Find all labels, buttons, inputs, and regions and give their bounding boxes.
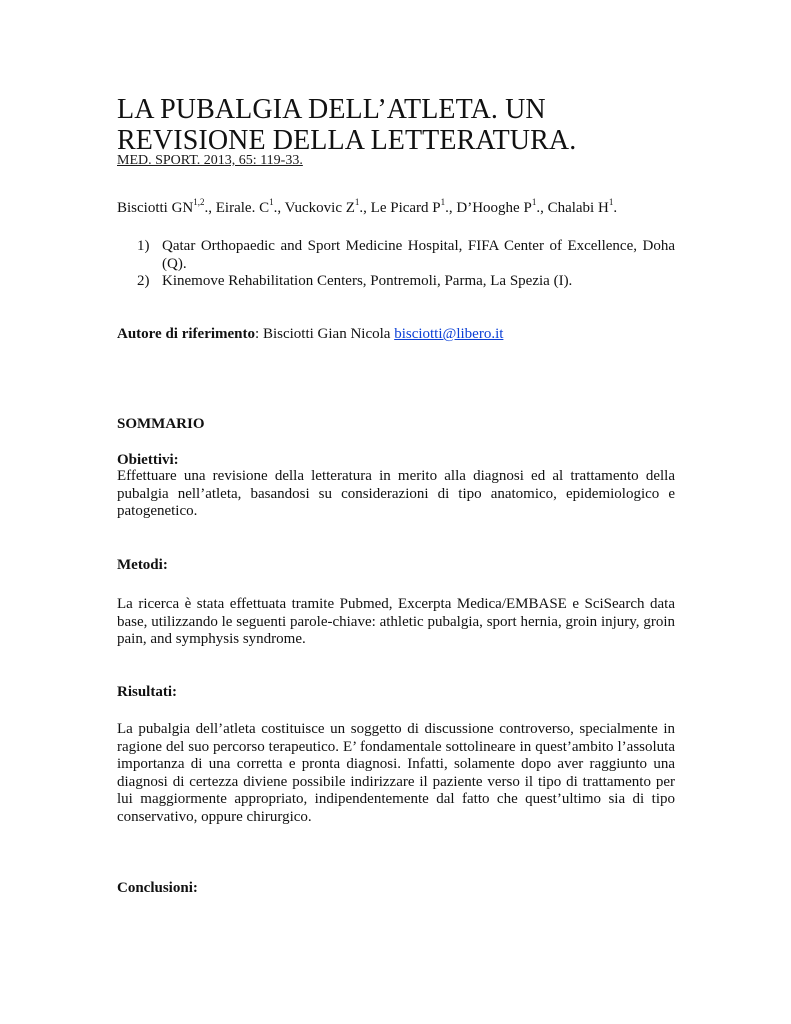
corresponding-author-name: Bisciotti Gian Nicola (262, 326, 395, 342)
author-name: Chalabi H (547, 200, 609, 216)
affiliation-text: Kinemove Rehabilitation Centers, Pontremoli, Parma, La Spezia (I). (162, 273, 573, 289)
conclusions-heading: Conclusioni: (117, 880, 198, 896)
author-name: D’Hooghe P (456, 200, 532, 216)
affiliation-text: Qatar Orthopaedic and Sport Medicine Hospital, FIFA Center of Excellence, Doha (Q). (162, 238, 675, 272)
author-separator: ., (536, 200, 548, 216)
author-separator: . (613, 200, 618, 216)
affiliation-number: 2) (137, 273, 150, 289)
corresponding-author-label: Autore di riferimento (117, 326, 256, 342)
author-separator: ., (359, 200, 371, 216)
author-name: Bisciotti GN (117, 200, 194, 216)
author-affiliation-mark: 1 (269, 197, 274, 207)
affiliation-item (137, 238, 675, 273)
author-name: Le Picard P (370, 200, 441, 216)
author-affiliation-mark: 1 (608, 197, 614, 207)
objectives-text: Effettuare una revisione della letteratura in merito alla diagnosi ed al trattamento della pubalgia nell’atleta, basandosi su considerazioni di tipo anatomico, epidemiologico e patogenetico. (117, 468, 675, 519)
methods-text: La ricerca è stata effettuata tramite Pubmed, Excerpta Medica/EMBASE e SciSearch data base, utilizzando le seguenti parole-chiave: athletic pubalgia, sport hernia, groin injury, groin pain, and symphysis syndrome. (117, 596, 675, 647)
author-list (117, 199, 617, 217)
affiliation-number: 1) (137, 238, 150, 254)
objectives-heading: Obiettivi: (117, 452, 179, 468)
author-separator: ., (445, 200, 457, 216)
methods-heading: Metodi: (117, 557, 168, 573)
results-heading: Risultati: (117, 684, 177, 700)
journal-citation: MED. SPORT. 2013, 65: 119-33. (117, 153, 303, 168)
corresponding-author-separator: : (255, 326, 263, 342)
author-separator: ., (204, 200, 216, 216)
results-text: La pubalgia dell’atleta costituisce un soggetto di discussione controverso, specialmente in ragione del suo percorso terapeutico. E’ fondamentale sottolineare in quest’ambito l’assoluta importanza di una corretta e pronta diagnosi. Infatti, solamente dopo aver raggiunto una diagnosi di certezza diviene possibile indirizzare il paziente verso il tipo di trattamento per lui maggiormente appropriato, indipendentemente dal fatto che quest’ultimo sia di tipo conservativo, oppure chirurgico. (117, 721, 675, 825)
paper-title: LA PUBALGIA DELL’ATLETA. UN REVISIONE DELLA LETTERATURA. (117, 94, 577, 156)
author-name: Eirale. C (215, 200, 270, 216)
author-separator: ., (273, 200, 285, 216)
affiliation-item (137, 273, 675, 291)
affiliation-list (137, 238, 675, 291)
summary-heading: SOMMARIO (117, 416, 205, 432)
corresponding-author-email-link[interactable]: bisciotti@libero.it (394, 326, 504, 342)
author-name: Vuckovic Z (284, 200, 355, 216)
author-affiliation-mark: 1 (354, 197, 360, 207)
corresponding-author (117, 325, 503, 343)
author-affiliation-mark: 1,2 (193, 197, 205, 207)
author-affiliation-mark: 1 (440, 197, 446, 207)
author-affiliation-mark: 1 (531, 197, 537, 207)
